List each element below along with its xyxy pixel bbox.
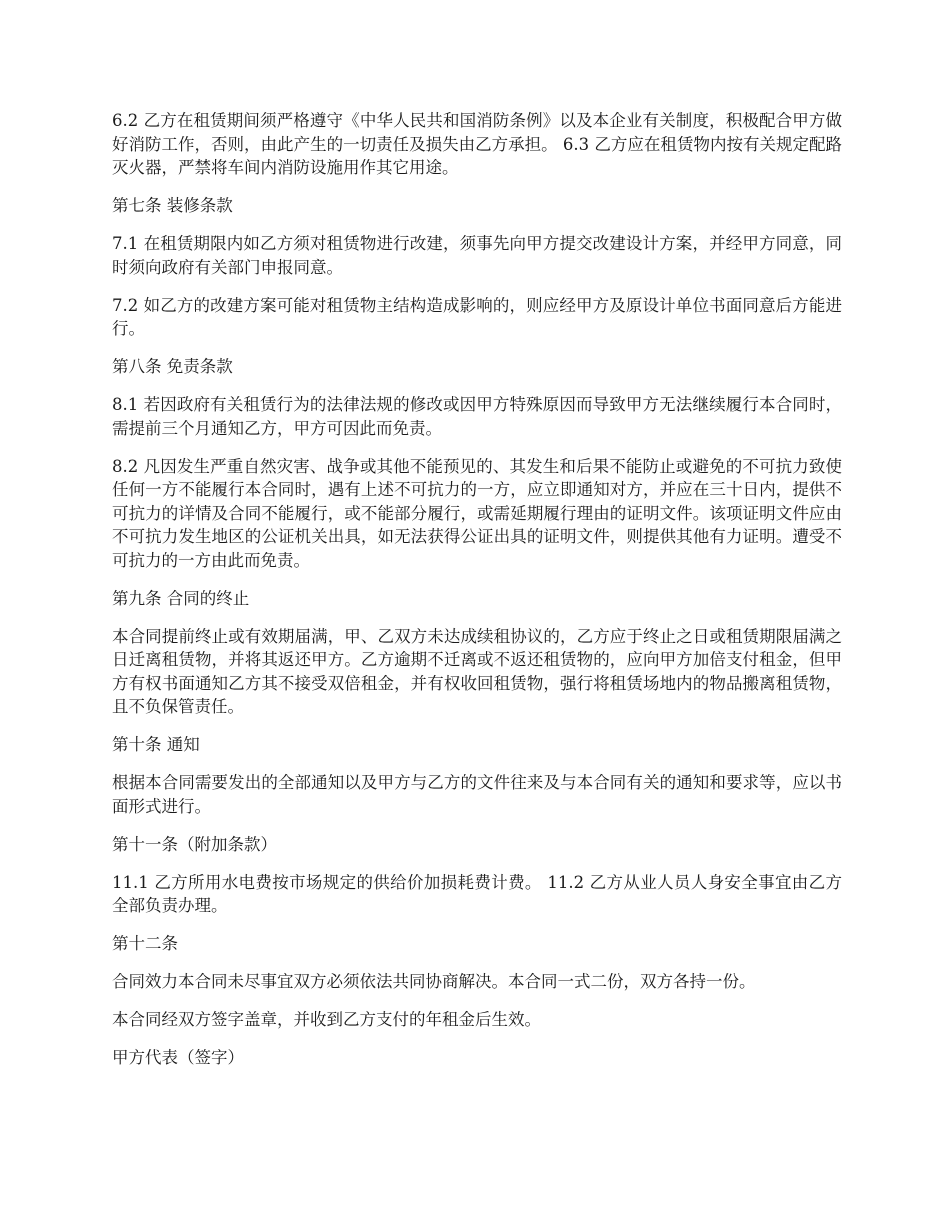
article-7-heading: 第七条 装修条款 (112, 196, 233, 215)
clause-8-2: 8.2 凡因发生严重自然灾害、战争或其他不能预见的、其发生和后果不能防止或避免的不可抗力致使任何一方不能履行本合同时，遇有上述不可抗力的一方，应立即通知对方，并应在三十日内，提供不可抗力的详情及合同不能履行，或不能部分履行，或需延期履行理由的证明文件。该项证明文件应由不可抗力发生地区的公证机关出具，如无法获得公证出具的证明文件，则提供其他有力证明。遭受不可抗力的一方由此而免责。 (112, 456, 842, 570)
clause-8-1: 8.1 若因政府有关租赁行为的法律法规的修改或因甲方特殊原因而导致甲方无法继续履行本合同时，需提前三个月通知乙方，甲方可因此而免责。 (112, 395, 842, 438)
article-12-body: 合同效力本合同未尽事宜双方必须依法共同协商解决。本合同一式二份，双方各持一份。 (112, 972, 756, 991)
article-11-heading: 第十一条（附加条款） (112, 834, 277, 854)
party-a-signature-line: 甲方代表（签字） (112, 1048, 244, 1067)
article-9-heading: 第九条 合同的终止 (112, 588, 250, 608)
article-10-heading: 第十条 通知 (112, 735, 200, 754)
article-9-body: 本合同提前终止或有效期届满，甲、乙双方未达成续租协议的，乙方应于终止之日或租赁期限届满之日迁离租赁物，并将其返还甲方。乙方逾期不迁离或不返还租赁物的，应向甲方加倍支付租金，但甲方有权书面通知乙方其不接受双倍租金，并有权收回租赁物，强行将租赁场地内的物品搬离租赁物，且不负保管责任。 (112, 626, 842, 716)
clause-7-1: 7.1 在租赁期限内如乙方须对租赁物进行改建，须事先向甲方提交改建设计方案，并经甲方同意，同时须向政府有关部门申报同意。 (112, 234, 842, 277)
clause-6-2-6-3: 6.2 乙方在租赁期间须严格遵守《中华人民共和国消防条例》以及本企业有关制度，积极配合甲方做好消防工作，否则，由此产生的一切责任及损失由乙方承担。 6.3 乙方应在租赁物内按有关规定配路灭火器，严禁将车间内消防设施用作其它用途。 (112, 111, 842, 177)
clause-11-1-11-2: 11.1 乙方所用水电费按市场规定的供给价加损耗费计费。 11.2 乙方从业人员人身安全事宜由乙方全部负责办理。 (112, 872, 842, 915)
article-10-body: 根据本合同需要发出的全部通知以及甲方与乙方的文件往来及与本合同有关的通知和要求等，应以书面形式进行。 (112, 773, 842, 816)
document-page (112, 109, 842, 1084)
clause-7-2: 7.2 如乙方的改建方案可能对租赁物主结构造成影响的，则应经甲方及原设计单位书面同意后方能进行。 (112, 295, 842, 338)
article-12-heading: 第十二条 (112, 934, 178, 953)
article-8-heading: 第八条 免责条款 (112, 357, 233, 376)
effectiveness-statement: 本合同经双方签字盖章，并收到乙方支付的年租金后生效。 (112, 1010, 541, 1029)
